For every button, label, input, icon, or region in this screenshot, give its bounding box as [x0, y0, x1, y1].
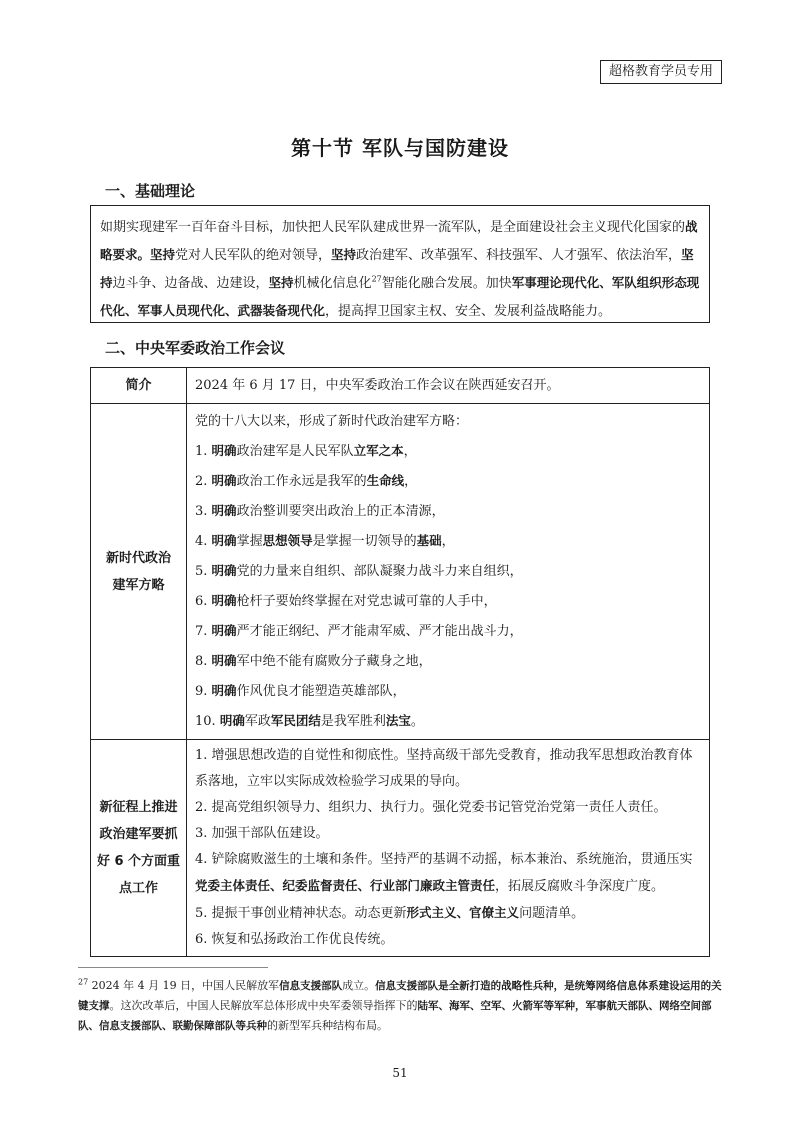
- list-item: 5. 提振干事创业精神状态。动态更新形式主义、官僚主义问题清单。: [195, 905, 585, 921]
- page-title: 第十节 军队与国防建设: [291, 136, 509, 160]
- list-item: 6. 明确枪杆子要始终掌握在对党忠诚可靠的人手中，: [195, 593, 497, 609]
- bold-segment: 坚持: [100, 247, 694, 290]
- row-label: [91, 740, 187, 957]
- list-item: 1. 增强思想改造的自觉性和彻底性。坚持高级干部先受教育，推动我军思想政治教育体系落地，立牢以实际成效检验学习成果的导向。: [195, 748, 693, 789]
- bold-segment: 坚持: [331, 247, 357, 262]
- label-line: 政治建军要抓: [99, 827, 178, 842]
- list-item: 4. 铲除腐败滋生的土壤和条件。坚持严的基调不动摇，标本兼治、系统施治，贯通压实党委主体责任、纪委监督责任、行业部门廉政主管责任，拓展反腐败斗争深度广度。: [195, 852, 693, 894]
- text-segment: 政治建军、改革强军、科技强军、人才强军、依法治军，: [356, 248, 682, 263]
- basic-theory-box: [90, 205, 710, 323]
- list-item: 7. 明确严才能正纲纪、严才能肃军威、严才能出战斗力，: [195, 623, 523, 639]
- row-content: [187, 740, 710, 957]
- list-item: 8. 明确军中绝不能有腐败分子藏身之地，: [195, 653, 432, 669]
- page-number: 51: [392, 1066, 408, 1080]
- list-item: 9. 明确作风优良才能塑造英雄部队，: [195, 683, 406, 699]
- watermark-label: 超格教育学员专用: [600, 60, 722, 84]
- text-segment: 智能化融合发展。加快: [381, 276, 512, 291]
- footnote-divider: [78, 967, 268, 968]
- bold-segment: 军事理论现代化、军队组织形态现代化、军事人员现代化、武器装备现代化: [100, 275, 700, 318]
- list-item: 2. 提高党组织领导力、组织力、执行力。强化党委书记管党治党第一责任人责任。: [195, 800, 667, 815]
- heading-political-work-conference: 二、中央军委政治工作会议: [105, 339, 286, 357]
- text-segment: 党对人民军队的绝对领导，: [175, 248, 332, 263]
- footnote-ref: 27: [371, 274, 382, 284]
- table-row: [91, 404, 710, 740]
- footnote: $^{27}$ 2024 年 4 月 19 日，中国人民解放军信息支援部队成立。信息支援部队是全新打造的战略性兵种，是统筹网络信息体系建设运用的关键支撑。这次改革后，中国人民解放军总体形成中央军委领导指挥下的陆军、海军、空军、火箭军等军种，军事航天部队、网络空间部队、信息支援部队、联勤保障部队等兵种的新型军兵种结构布局。: [78, 977, 722, 1032]
- label-line: 新时代政治: [105, 550, 171, 566]
- list-item: 4. 明确掌握思想领导是掌握一切领导的基础，: [195, 533, 455, 549]
- list-item: 3. 加强干部队伍建设。: [195, 826, 329, 841]
- row-label: 简介: [91, 368, 187, 404]
- lead-text: 党的十八大以来，形成了新时代政治建军方略：: [195, 414, 469, 429]
- row-label: [91, 404, 187, 740]
- text-segment: 机械化信息化: [293, 276, 372, 291]
- list-item: 3. 明确政治整训要突出政治上的正本清源，: [195, 503, 445, 519]
- heading-basic-theory: 一、基础理论: [105, 182, 196, 200]
- list-item: 10. 明确军政军民团结是我军胜利法宝。: [195, 713, 424, 729]
- footnote-number: 27: [78, 977, 89, 987]
- bold-segment: 坚持: [268, 275, 294, 290]
- row-content: [187, 404, 710, 740]
- label-line: 新征程上推进: [99, 800, 178, 815]
- bold-segment: 战略要求。坚持: [100, 219, 698, 262]
- list-item: 5. 明确党的力量来自组织、部队凝聚力战斗力来自组织，: [195, 563, 523, 579]
- label-line: 点工作: [118, 881, 158, 896]
- row-content: [187, 368, 710, 404]
- text-segment: 如期实现建军一百年奋斗目标，加快把人民军队建成世界一流军队，是全面建设社会主义现代化国家的: [100, 220, 686, 235]
- label-line: 建军方略: [112, 577, 165, 593]
- intro-text: 2024 年 6 月 17 日，中央军委政治工作会议在陕西延安召开。: [195, 378, 560, 393]
- text-segment: 边斗争、边备战、边建设，: [112, 276, 269, 291]
- text-segment: ，提高捍卫国家主权、安全、发展利益战略能力。: [325, 304, 612, 319]
- table-row: [91, 368, 710, 404]
- conference-table: [90, 367, 710, 957]
- list-item: 6. 恢复和弘扬政治工作优良传统。: [195, 932, 394, 947]
- list-item: 2. 明确政治工作永远是我军的生命线，: [195, 473, 418, 489]
- label-line: 好 6 个方面重: [96, 854, 181, 869]
- table-row: [91, 740, 710, 957]
- list-item: 1. 明确政治建军是人民军队立军之本，: [195, 443, 417, 459]
